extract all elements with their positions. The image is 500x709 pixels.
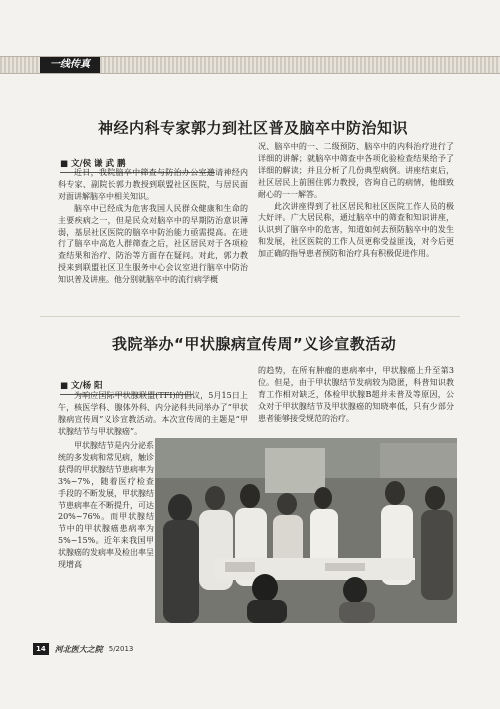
article1-column-left: [58, 167, 248, 286]
article2-paragraph: 的趋势，在所有肿瘤的患病率中，甲状腺癌上升至第3位。但是，由于甲状腺结节发病较为隐匿，科普知识教育工作相对缺乏，体检甲状腺B超并未普及等原因，公众对于甲状腺结节及甲状腺癌的知晓率低，只有少部分患者能够接受规范的治疗。: [258, 366, 454, 423]
section-header-bar: [0, 56, 500, 74]
article2-paragraph: 为响应国际甲状腺联盟(TFI)的倡议，5月15日上午，核医学科、腺体外科、内分泌科共同举办了“甲状腺病宣传周”义诊宣教活动。本次宣传周的主题是“甲状腺结节与甲状腺癌”。: [58, 391, 248, 436]
page-footer: [33, 643, 133, 655]
section-tag: 一线传真: [40, 57, 100, 73]
article2-column-left-narrow: [58, 440, 154, 571]
article-divider: [40, 316, 460, 317]
article2-byline: ■ 文/杨 阳: [60, 381, 103, 391]
magazine-name: 河北医大之院: [54, 644, 103, 654]
article2-title: 我院举办“甲状腺病宣传周”义诊宣教活动: [112, 335, 397, 353]
article1-byline: ■ 文/侯 谦 武 鹏: [60, 159, 126, 169]
event-photo-illustration: [155, 438, 457, 623]
article1-paragraph: 况、脑卒中的一、二级预防、脑卒中的内科治疗进行了详细的讲解；就脑卒中筛查中各项化验检查结果给予了详细的解读；并且分析了几份典型病例。讲座结束后，社区居民上前围住郭力教授，咨询自己的病情，他细致耐心的一一解答。: [258, 142, 454, 199]
article2-column-right: [258, 365, 454, 425]
article1-paragraph: 脑卒中已经成为危害我国人民群众健康和生命的主要疾病之一，但是民众对脑卒中的早期防治意识薄弱，基层社区医院的脑卒中防治能力亟需提高。在进行了脑卒中高危人群筛查之后，社区居民对于各项检查结果和治疗、防治等方面存在疑问。对此，郭力教授来到联盟社区卫生服务中心会议室进行脑卒中防治知识普及讲座。他分别就脑卒中的流行病学概: [58, 203, 248, 285]
article2-paragraph: 甲状腺结节是内分泌系统的多发病和常见病，触诊获得的甲状腺结节患病率为3%~7%，随着医疗检查手段的不断发展，甲状腺结节患病率在不断提升，可达20%~76%。而甲状腺结节中的甲状腺癌患病率为5%~15%。近年来我国甲状腺癌的发病率及检出率呈现增高: [58, 441, 154, 570]
article2-column-left-top: [58, 390, 248, 438]
event-photo: [155, 438, 457, 623]
article1-title: 神经内科专家郭力到社区普及脑卒中防治知识: [98, 119, 409, 137]
page-number: 14: [33, 643, 49, 655]
article1-paragraph: 此次讲座得到了社区居民和社区医院工作人员的极大好评。广大居民称，通过脑卒中的筛查和知识讲座，认识到了脑卒中的危害，知道如何去预防脑卒中的发生和发展，社区医院的工作人员更称受益匪浅，对今后更加正确的指导患者预防和治疗具有积极促进作用。: [258, 201, 454, 259]
article1-column-right: [258, 141, 454, 260]
article1-paragraph: 近日，我院脑卒中筛查与防治办公室邀请神经内科专家、副院长郭力教授到联盟社区医院，与居民面对面讲解脑卒中相关知识。: [58, 168, 248, 201]
issue-number: 5/2013: [108, 645, 134, 653]
